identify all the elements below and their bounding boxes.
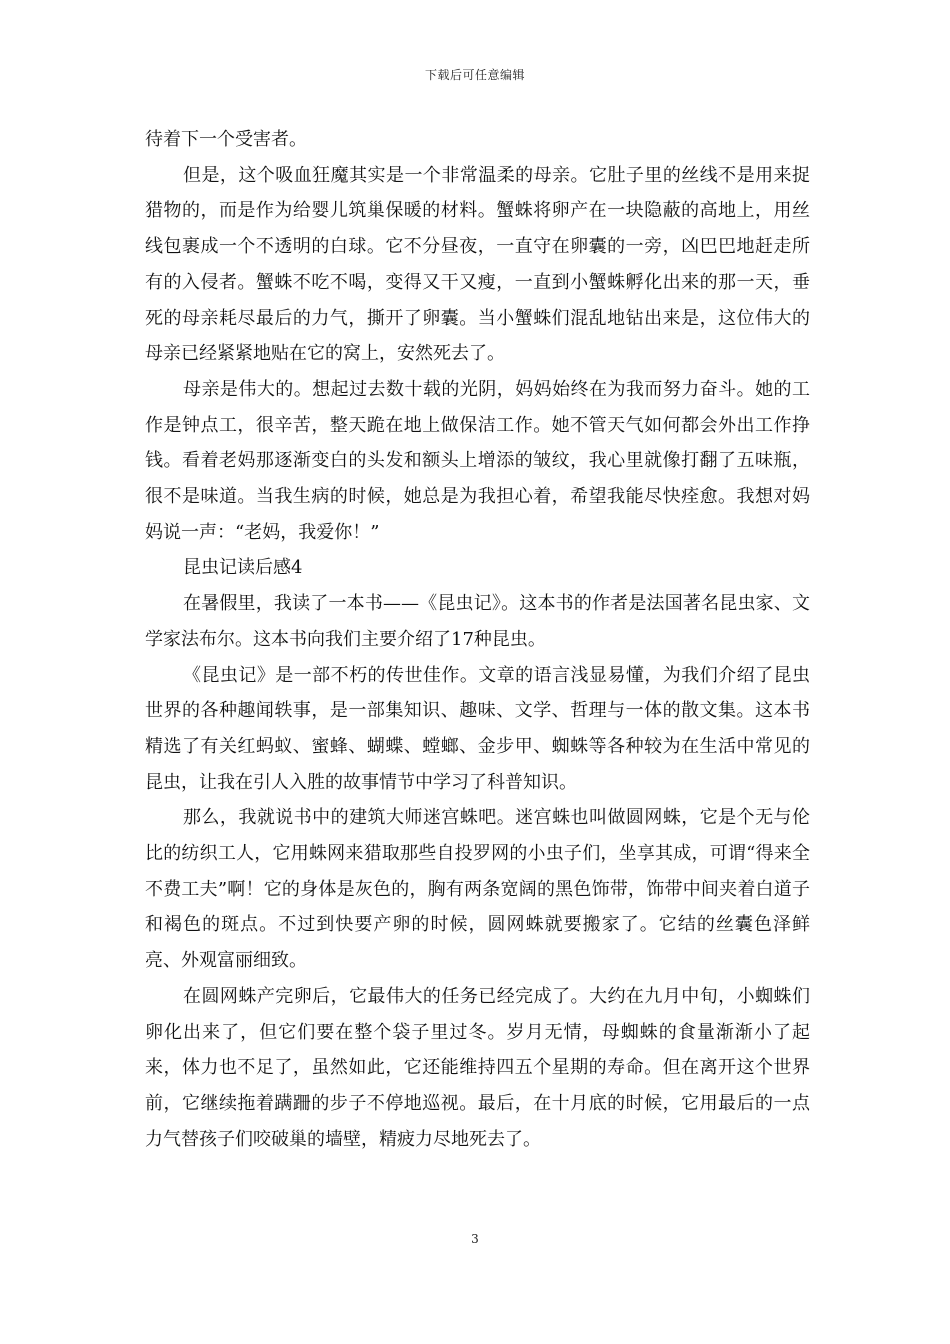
page-header: 下载后可任意编辑 bbox=[424, 68, 525, 82]
page-number: 3 bbox=[471, 1232, 479, 1246]
paragraph: 那么，我就说书中的建筑大师迷宫蛛吧。迷宫蛛也叫做圆网蛛，它是个无与伦比的纺织工人，它用蛛网来猎取那些自投罗网的小虫子们，坐享其成，可谓“得来全不费工夫”啊！它的身体是灰色的，胸有两条宽阔的黑色饰带，饰带中间夹着白道子和褐色的斑点。不过到快要产卵的时候，圆网蛛就要搬家了。它结的丝囊色泽鲜亮、外观富丽细致。 bbox=[145, 807, 810, 972]
document-body bbox=[145, 122, 810, 1157]
paragraph: 《昆虫记》是一部不朽的传世佳作。文章的语言浅显易懂，为我们介绍了昆虫世界的各种趣闻轶事，是一部集知识、趣味、文学、哲理与一体的散文集。这本书精选了有关红蚂蚁、蜜蜂、蝴蝶、螳螂、金步甲、蜘蛛等各种较为在生活中常见的昆虫，让我在引人入胜的故事情节中学习了科普知识。 bbox=[145, 664, 810, 793]
paragraph: 母亲是伟大的。想起过去数十载的光阴，妈妈始终在为我而努力奋斗。她的工作是钟点工，很辛苦，整天跪在地上做保洁工作。她不管天气如何都会外出工作挣钱。看着老妈那逐渐变白的头发和额头上增添的皱纹，我心里就像打翻了五味瓶，很不是味道。当我生病的时候，她总是为我担心着，希望我能尽快痊愈。我想对妈妈说一声：“老妈，我爱你！” bbox=[145, 378, 810, 543]
section-heading: 昆虫记读后感4 bbox=[183, 557, 303, 579]
paragraph: 待着下一个受害者。 bbox=[145, 129, 307, 150]
paragraph: 在暑假里，我读了一本书——《昆虫记》。这本书的作者是法国著名昆虫家、文学家法布尔。这本书向我们主要介绍了17种昆虫。 bbox=[145, 593, 810, 650]
paragraph: 在圆网蛛产完卵后，它最伟大的任务已经完成了。大约在九月中旬，小蜘蛛们卵化出来了，但它们要在整个袋子里过冬。岁月无情，母蜘蛛的食量渐渐小了起来，体力也不足了，虽然如此，它还能维持四五个星期的寿命。但在离开这个世界前，它继续拖着蹒跚的步子不停地巡视。最后，在十月底的时候，它用最后的一点力气替孩子们咬破巢的墙壁，精疲力尽地死去了。 bbox=[145, 985, 810, 1150]
paragraph: 但是，这个吸血狂魔其实是一个非常温柔的母亲。它肚子里的丝线不是用来捉猎物的，而是作为给婴儿筑巢保暖的材料。蟹蛛将卵产在一块隐蔽的高地上，用丝线包裹成一个不透明的白球。它不分昼夜，一直守在卵囊的一旁，凶巴巴地赶走所有的入侵者。蟹蛛不吃不喝，变得又干又瘦，一直到小蟹蛛孵化出来的那一天，垂死的母亲耗尽最后的力气，撕开了卵囊。当小蟹蛛们混乱地钻出来是，这位伟大的母亲已经紧紧地贴在它的窝上，安然死去了。 bbox=[145, 164, 810, 365]
